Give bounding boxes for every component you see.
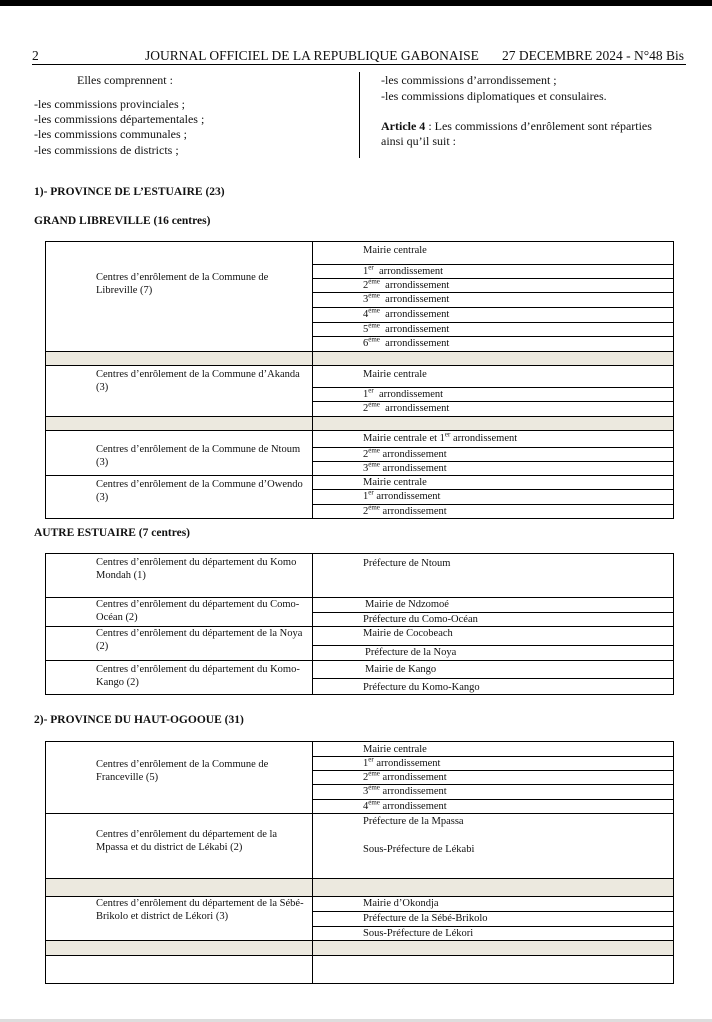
table-label-cell: Centres d’enrôlement de la Commune d’Owendo (3) xyxy=(46,476,313,519)
centre-cell: Mairie de Cocobeach xyxy=(313,627,674,646)
table-label-cell: Centres d’enrôlement du département de la Noya (2) xyxy=(46,627,313,661)
header-rule xyxy=(32,64,686,65)
intro-list-item: -les commissions de districts ; xyxy=(34,143,179,157)
centre-text: Sous-Préfecture de Lékabi xyxy=(363,844,475,855)
centre-cell: Mairie d’Okondja xyxy=(313,897,674,912)
table-label-cell: Centres d’enrôlement de la Commune de Libreville (7) xyxy=(46,242,313,352)
section-heading: AUTRE ESTUAIRE (7 centres) xyxy=(34,527,190,539)
table-label-cell: Centres d’enrôlement du département du Komo-Kango (2) xyxy=(46,661,313,695)
intro-list-item: -les commissions départementales ; xyxy=(34,112,205,126)
centre-cell: 3ème arrondissement xyxy=(313,293,674,308)
table-label-cell: Centres d’enrôlement du département de la Mpassa et du district de Lékabi (2) xyxy=(46,814,313,879)
autre-estuaire-table xyxy=(45,553,674,695)
spacer-cell xyxy=(313,417,674,431)
spacer-cell xyxy=(46,417,313,431)
centre-cell: Mairie de Kango xyxy=(313,661,674,679)
section-heading: GRAND LIBREVILLE (16 centres) xyxy=(34,215,211,227)
centre-cell: Mairie centrale et 1er arrondissement xyxy=(313,431,674,448)
intro-list-item: -les commissions communales ; xyxy=(34,127,187,141)
centre-cell: Mairie centrale xyxy=(313,742,674,757)
centre-cell xyxy=(313,814,674,879)
spacer-cell xyxy=(46,352,313,366)
intro-list-item: -les commissions provinciales ; xyxy=(34,97,185,111)
centre-cell: 3ème arrondissement xyxy=(313,462,674,476)
centre-cell: 3ème arrondissement xyxy=(313,785,674,800)
article-text: : Les commissions d’enrôlement sont réparties xyxy=(425,119,652,133)
spacer-cell xyxy=(313,879,674,897)
section-heading: 1)- PROVINCE DE L’ESTUAIRE (23) xyxy=(34,186,225,198)
empty-cell xyxy=(313,956,674,984)
centre-cell: Préfecture de Ntoum xyxy=(313,554,674,598)
table-label-cell: Centres d’enrôlement du département de la Sébé-Brikolo et district de Lékori (3) xyxy=(46,897,313,941)
table-label-cell: Centres d’enrôlement de la Commune de Franceville (5) xyxy=(46,742,313,814)
centre-cell: 2ème arrondissement xyxy=(313,279,674,293)
centre-cell: Préfecture de la Noya xyxy=(313,646,674,661)
article-4-line-2: ainsi qu’il suit : xyxy=(381,134,456,148)
empty-cell xyxy=(46,956,313,984)
top-border xyxy=(0,0,712,6)
centre-cell: 2ème arrondissement xyxy=(313,448,674,462)
column-divider xyxy=(359,72,360,158)
spacer-cell xyxy=(313,941,674,956)
centre-cell: 2ème arrondissement xyxy=(313,505,674,519)
centre-cell: 4ème arrondissement xyxy=(313,800,674,814)
centre-cell: Préfecture de la Sébé-Brikolo xyxy=(313,912,674,927)
spacer-cell xyxy=(46,941,313,956)
intro-list-item: -les commissions d’arrondissement ; xyxy=(381,73,557,87)
article-label: Article 4 xyxy=(381,119,426,133)
table-label-cell: Centres d’enrôlement du département du Como-Océan (2) xyxy=(46,598,313,627)
article-4-line xyxy=(381,119,652,133)
centre-cell: Mairie de Ndzomoé xyxy=(313,598,674,613)
table-label-cell: Centres d’enrôlement de la Commune d’Akanda (3) xyxy=(46,366,313,417)
centre-cell: 2ème arrondissement xyxy=(313,771,674,785)
issue-date: 27 DECEMBRE 2024 - N°48 Bis xyxy=(502,48,685,63)
table-label-cell: Centres d’enrôlement de la Commune de Ntoum (3) xyxy=(46,431,313,476)
centre-cell: 4ème arrondissement xyxy=(313,308,674,323)
centre-cell: Préfecture du Komo-Kango xyxy=(313,679,674,695)
centre-cell: 1er arrondissement xyxy=(313,388,674,402)
centre-cell: Sous-Préfecture de Lékori xyxy=(313,927,674,941)
centre-cell: 2ème arrondissement xyxy=(313,402,674,417)
intro-list-item: -les commissions diplomatiques et consulaires. xyxy=(381,89,607,103)
centre-cell: 1er arrondissement xyxy=(313,757,674,771)
centre-cell: 6ème arrondissement xyxy=(313,337,674,352)
spacer-cell xyxy=(313,352,674,366)
centre-cell: 5ème arrondissement xyxy=(313,323,674,337)
centre-cell: 1er arrondissement xyxy=(313,490,674,505)
centre-cell: Préfecture du Como-Océan xyxy=(313,613,674,627)
spacer-cell xyxy=(46,879,313,897)
section-heading: 2)- PROVINCE DU HAUT-OGOOUE (31) xyxy=(34,714,244,726)
centre-cell: 1er arrondissement xyxy=(313,265,674,279)
table-label-cell: Centres d’enrôlement du département du Komo Mondah (1) xyxy=(46,554,313,598)
centre-text: Préfecture de la Mpassa xyxy=(363,816,464,827)
journal-title: JOURNAL OFFICIEL DE LA REPUBLIQUE GABONAISE xyxy=(145,48,479,63)
intro-lead: Elles comprennent : xyxy=(77,73,173,87)
haut-ogooue-table xyxy=(45,741,674,984)
libreville-table xyxy=(45,241,674,519)
centre-cell: Mairie centrale xyxy=(313,366,674,388)
centre-cell: Mairie centrale xyxy=(313,476,674,490)
centre-cell: Mairie centrale xyxy=(313,242,674,265)
page-number: 2 xyxy=(32,48,39,63)
